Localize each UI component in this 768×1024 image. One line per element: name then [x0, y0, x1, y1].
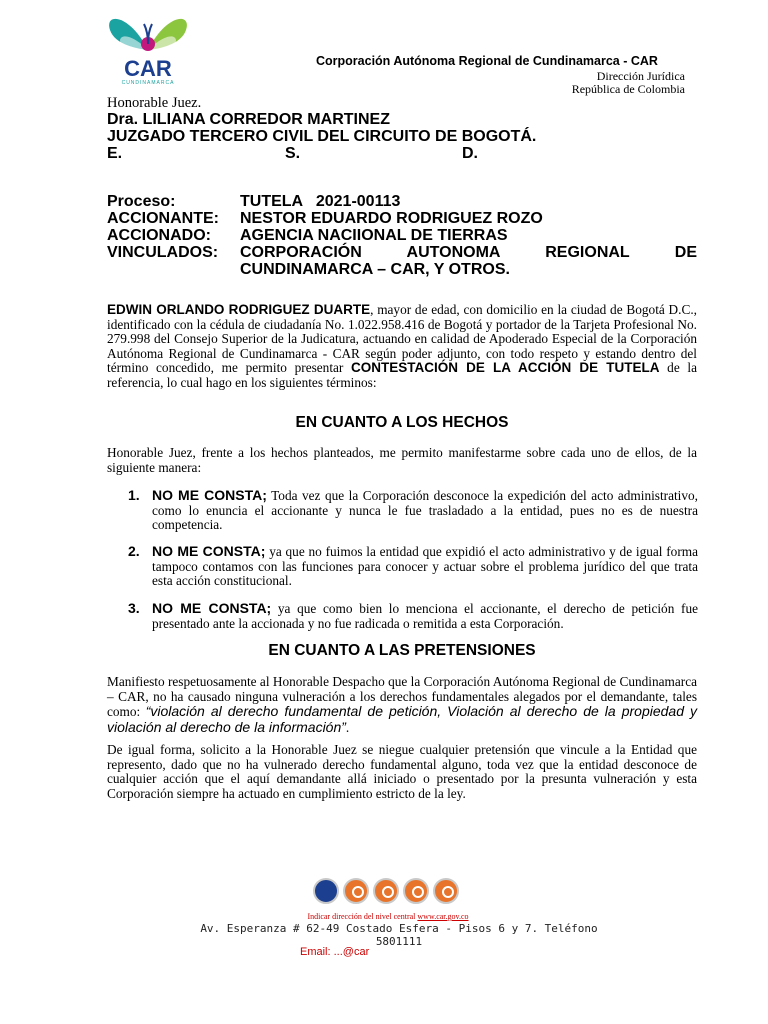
hecho-lead: NO ME CONSTA; [152, 543, 266, 559]
intro-paragraph [107, 303, 697, 390]
header-country: República de Colombia [571, 82, 685, 96]
hecho-item-2 [128, 544, 698, 589]
hecho-text: ya que no fuimos la entidad que expidió el acto administrativo y de igual forma tampoco contamos con las funciones para conocer y actuar sobre el problema jurídico del que trata esta acción constitucional. [152, 544, 698, 588]
header-org: Corporación Autónoma Regional de Cundinamarca - CAR [316, 54, 658, 68]
hecho-text: ya que como bien lo menciona el accionante, el derecho de petición fue presentado ante la accionada y no fue radicada o remitida a esta Corporación. [152, 601, 698, 631]
footer-cutoff-line: Email: ...@car [300, 946, 370, 958]
logo-subtext: CUNDINAMARCA [121, 80, 175, 86]
section-heading-pretensiones: EN CUANTO A LAS PRETENSIONES [268, 642, 536, 659]
accionante-value: NESTOR EDUARDO RODRIGUEZ ROZO [240, 210, 543, 227]
proceso-label: Proceso: [107, 193, 176, 210]
representative-name: EDWIN ORLANDO RODRIGUEZ DUARTE [107, 302, 371, 317]
process-details [107, 193, 697, 278]
car-logo [100, 8, 196, 92]
court-name: JUZGADO TERCERO CIVIL DEL CIRCUITO DE BOGOTÁ. [107, 128, 537, 145]
intro-text-2: de la referencia, lo cual hago en los siguientes términos: [107, 360, 697, 390]
esd-s: S. [285, 145, 301, 162]
certification-seal-icon [343, 878, 369, 904]
intro-text-1: , mayor de edad, con domicilio en la ciudad de Bogotá D.C., identificado con la cédula de ciudadanía No. 1.022.958.416 de Bogotá y portador de la Tarjeta Profesional No. 279.998 del Consejo Superior de la Judicatura, actuando en calidad de Apoderado Especial de la Corporación Autónoma Regional de Cundinamarca - CAR según poder adjunto, con todo respeto y estando dentro del término concedido, me permito presentar [107, 302, 697, 375]
certification-seal-icon [313, 878, 339, 904]
certification-seal-icon [403, 878, 429, 904]
vinculados-value-2: CUNDINAMARCA – CAR, Y OTROS. [240, 261, 510, 278]
certification-seal-icon [433, 878, 459, 904]
header-dept: Dirección Jurídica [596, 69, 685, 83]
addressee-name: Dra. LILIANA CORREDOR MARTINEZ [107, 111, 390, 128]
certification-seal-icon [373, 878, 399, 904]
hecho-number: 3. [128, 600, 140, 616]
salutation: Honorable Juez. [107, 95, 202, 111]
hecho-text: Toda vez que la Corporación desconoce la expedición del acto administrativo, como lo enuncia el accionante y nunca le fue trasladado a la entidad, pues no es de nuestra competencia. [152, 488, 698, 532]
esd-d: D. [462, 145, 478, 162]
logo-text: CAR [124, 56, 172, 81]
proceso-value: TUTELA 2021-00113 [240, 193, 401, 210]
hecho-lead: NO ME CONSTA; [152, 600, 272, 616]
pretensiones-paragraph-2: De igual forma, solicito a la Honorable Juez se niegue cualquier pretensión que vincule a la Entidad que represento, dado que no ha vulnerado derecho fundamental alguno, toda vez que la entidad desconoce de cualquier acción que el aquí demandante allá iniciado o presentado por la presunta vulneración y esta Corporación siempre ha actuado en cumplimiento estricto de la ley. [107, 742, 697, 801]
footer-phone: 5801111 [375, 935, 423, 948]
pretensiones-paragraph-1 [107, 675, 697, 735]
esd-e: E. [107, 145, 123, 162]
accionado-value: AGENCIA NACIIONAL DE TIERRAS [240, 227, 508, 244]
accionante-label: ACCIONANTE: [107, 210, 219, 227]
pretensiones-quote: “violación al derecho fundamental de petición, Violación al derecho de la propiedad y violación al derecho de la información” [107, 703, 697, 735]
hecho-number: 1. [128, 487, 140, 503]
hecho-item-1 [128, 488, 698, 533]
hecho-lead: NO ME CONSTA; [152, 487, 267, 503]
footer-red-line [200, 912, 576, 921]
section-heading-hechos: EN CUANTO A LOS HECHOS [295, 414, 509, 431]
intro-bold-2: CONTESTACIÓN DE LA ACCIÓN DE TUTELA [351, 360, 660, 375]
footer-red-text: Indicar dirección del nivel central [307, 912, 418, 921]
footer-website-link[interactable]: www.car.gov.co [417, 912, 469, 921]
certification-seals [313, 878, 473, 908]
pretensiones-end: . [345, 719, 350, 735]
footer-address: Av. Esperanza # 62-49 Costado Esfera - Pisos 6 y 7. Teléfono [200, 922, 598, 935]
hecho-number: 2. [128, 543, 140, 559]
pretensiones-text: Manifiesto respetuosamente al Honorable Despacho que la Corporación Autónoma Regional de Cundinamarca – CAR, no ha causado ninguna vulneración a los derechos fundamentales alegados por el demandante, tales como: [107, 674, 697, 719]
vinculados-label: VINCULADOS: [107, 244, 219, 261]
vinculados-value-1: CORPORACIÓN AUTONOMA REGIONAL DE [240, 244, 697, 261]
accionado-label: ACCIONADO: [107, 227, 211, 244]
hecho-item-3 [128, 601, 698, 631]
hechos-intro: Honorable Juez, frente a los hechos planteados, me permito manifestarme sobre cada uno de ellos, de la siguiente manera: [107, 445, 697, 475]
